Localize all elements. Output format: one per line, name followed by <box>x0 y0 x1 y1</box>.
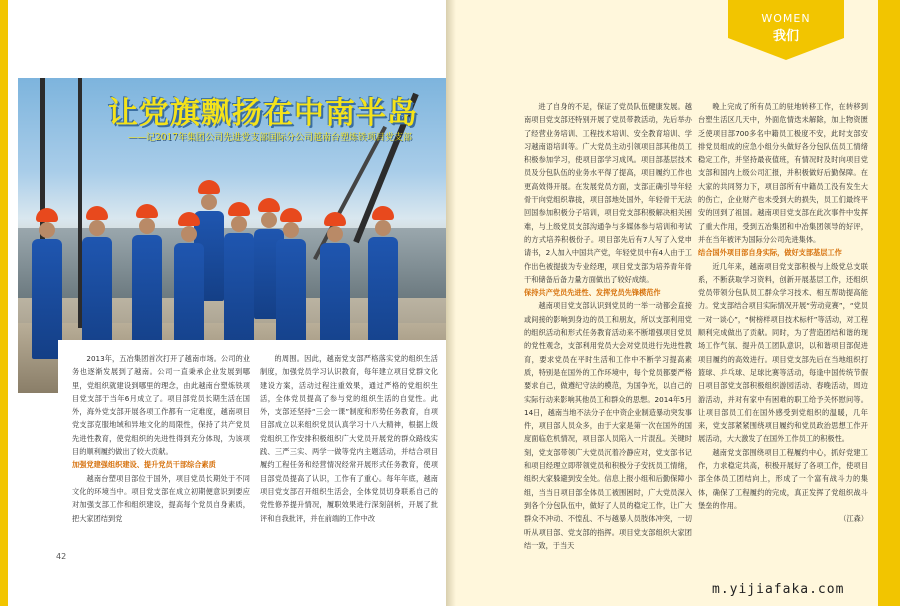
worker-figure <box>224 202 254 353</box>
section-heading: 结合国外项目部自身实际，做好支部基层工作 <box>698 248 842 258</box>
body-paragraph: 近几年来，越南项目党支部积极与上级党总支联系，不断获取学习资料，创新开展基层工作，还组织党员带领分包队员工群众学习技术、相互帮助提高能力。党支部结合项目实际情况开展“劳动竞赛”，“党员一对一谈心”，“树榜样项目技术标杆”等活动，对工程顺利完成做出了贡献。同时，为了营造团结和谐的现场工作气氛、提升员工团队意识，以和谐项目部促进项目履约的高效进行。项目党支部先后在当地组织打篮球、乒乓球、足球比赛等活动，每逢中国传统节假日项目部党支部积极组织游园活动、春晚活动，周边游活动，并对有家中有困难的职工给予关怀慰问等。让项目部员工们在国外感受到党组织的温暖，几年来，党支部紧紧围绕项目履约和党员政治思想工作开展活动，大大激发了在国外工作员工的积极性。 <box>698 261 868 444</box>
worker-figure <box>32 208 62 359</box>
section-heading: 保持共产党员先进性、发挥党员先锋模范作 <box>524 288 661 298</box>
body-paragraph: 越南台塑项目部位于国外，项目党员长期处于不同文化的环境当中。项目党支部在成立初期便意识到要应对加强支部工作和组织建设，提高每个党员自身素质，把大家团结到党 <box>72 473 250 523</box>
left-accent-stripe <box>0 0 8 606</box>
worker-figure <box>82 206 112 357</box>
right-page <box>446 0 900 606</box>
section-heading: 加强党建强组织建设、提升党员干部综合素质 <box>72 460 216 470</box>
section-tab <box>728 0 844 60</box>
right-column-2 <box>698 100 868 530</box>
worker-figure <box>132 204 162 355</box>
body-paragraph: 进了自身的不足，保证了党员队伍健康发展。越南项目党支部还特别开展了党员带教活动，先后举办了经营业务培训、工程技术培训、安全教育培训、学习越南语培训等。广大党员主动引领项目部其他员工积极参加学习，使项目部学习成风。项目部基层技术员及分包队伍的业务水平得了提高，项目履约工作也更高效得开展。在发展党员方面，支部正确引导年轻骨干向党组织靠拢，项目部地处国外，年轻骨干无法回国参加积极分子培训，项目党支部积极解决相关困难，与上级党员支部沟通争与多媒体参与培训和考试的方式培养积极份子。项目部先后有7人写了入党申请书，2人加入中国共产党，年轻党员中有4人由于工作出色被提拔为专业经理，项目党支部为培养青年骨干和储备后备力量方面做出了较好成绩。 <box>524 102 692 284</box>
article-subtitle: ——记2017年集团公司先进党支部国际分公司越南台塑炼铁项目党支部 <box>128 133 412 143</box>
section-label-cn: 我们 <box>772 29 799 44</box>
page-number: 42 <box>56 552 67 561</box>
body-paragraph: 晚上完成了所有员工的驻地转移工作，在转移到台塑生活区几天中，外面危情迭未解除，加上物资匮乏使项目部700多名中籍员工极度不安，此时支部安排党员组成的应急小组分头做好各分包队伍员工情绪稳定工作，并坚持最夜值班，有情况时及时向项目党支部和国内上级公司汇报，并积极做好后勤保障。在大家的共同努力下，项目部所有中籍员工没有发生大的伤亡，企业财产也未受到大的损失，员工们最终平安的回到了祖国。越南项目党支部在此次事件中发挥了重大作用，受到五冶集团和中冶集团领导的好评，并在当年被评为国际分公司先进集体。 <box>698 102 868 244</box>
body-paragraph: 的周围。因此，越南党支部严格落实党的组织生活制度，加强党员学习认识教育，每年建立项目党群文化建设方案，活动过程注重效果，通过严格的党组织生活，全体党员提高了参与党的组织生活的自觉性。此外，支部还坚持“三会一课”制度和形势任务教育，自项目部成立以来组织党员认真学习十八大精神，根据上级党组织工作安排积极组织广大党员开展党的群众路线实践、三严三实、两学一做等党内主题活动，并结合项目履约工程任务和经营情况经常开展形式任务教育，使项目部党员提高了认识，工作有了重心。每年年底，越南项目党支部召开组织生活会，全体党员切身联系自己的党性修养提升情况，履职效果进行深刻剖析，开展了批评和自我批评，并在前端的工作中改 <box>260 354 438 523</box>
left-column-2 <box>260 352 438 548</box>
author-signature: （江森） <box>839 514 868 524</box>
body-paragraph: 越南党支部围绕项目工程履约中心，抓好党建工作，力求稳定共高，积极开展好了各项工作，使项目部全体员工团结向上，形成了一个富有战斗力的集体，确保了工程履约的完成，真正发挥了党组织战斗堡垒的作用。 <box>698 447 868 510</box>
body-paragraph: 越南项目党支部认识到党员的一举一动都会直接或间接的影响到身边的员工和朋友，所以支部利用党的组织活动和形式任务教育活动来不断增强项目党员的党性观念，支部利用党员大会对党员进行先进性教育，要求党员在平时生活和工作中不断学习提高素质，特别是在国外的工作环境中，每个党员都要严格要求自己，做遵纪守法的模范，为国争光，以自己的实际行动来影响其他员工和群众的思想。2014年5月14日，越南当地不法分子在中资企业制造暴动突发事件，项目部人员众多，由于大家是第一次在国外的国度面临危机情况，项目部人员陷入一片混乱。关键时刻，党支部带领广大党员沉着冷静应对，党支部书记和项目经理立即带领党员和积极分子安抚员工情绪，组织大家躲避到安全处。信息上报小组和后勤保障小组，当当日项目部全体员工被围困时，广大党员深入到各个分包队伍中，做好了人员的稳定工作，让广大群众不冲动、不惶乱、不与越暴人员肢体冲突，一切听从项目部、党支部的指挥。项目党支部组织大家团结一致，于当天 <box>524 301 692 550</box>
body-paragraph: 2013年，五冶集团首次打开了越南市场。公司的业务也逐渐发展到了越南。公司一直秉承企业发展到哪里，党组织就建设到哪里的理念，由此越南台塑炼铁项目党支部于当年6月成立了。项目部党员长期生活在国外，海外党支部开展各项工作都有一定难度，越南项目党支部克服地域和异地文化的局限性，保持了共产党员先进性教育，使党组织的先进性得到充分体现，为该项目的顺利履约做出了较大贡献。 <box>72 354 250 457</box>
left-column-1 <box>72 352 250 548</box>
article-title: 让党旗飘扬在中南半岛 <box>108 96 418 131</box>
page-gutter <box>446 0 456 606</box>
left-page <box>0 0 446 606</box>
right-accent-stripe <box>878 0 900 606</box>
watermark-text: m.yijiafaka.com <box>712 582 845 597</box>
section-label-en: WOMEN <box>761 12 811 25</box>
worker-figure <box>276 208 306 359</box>
right-column-1 <box>524 100 692 550</box>
